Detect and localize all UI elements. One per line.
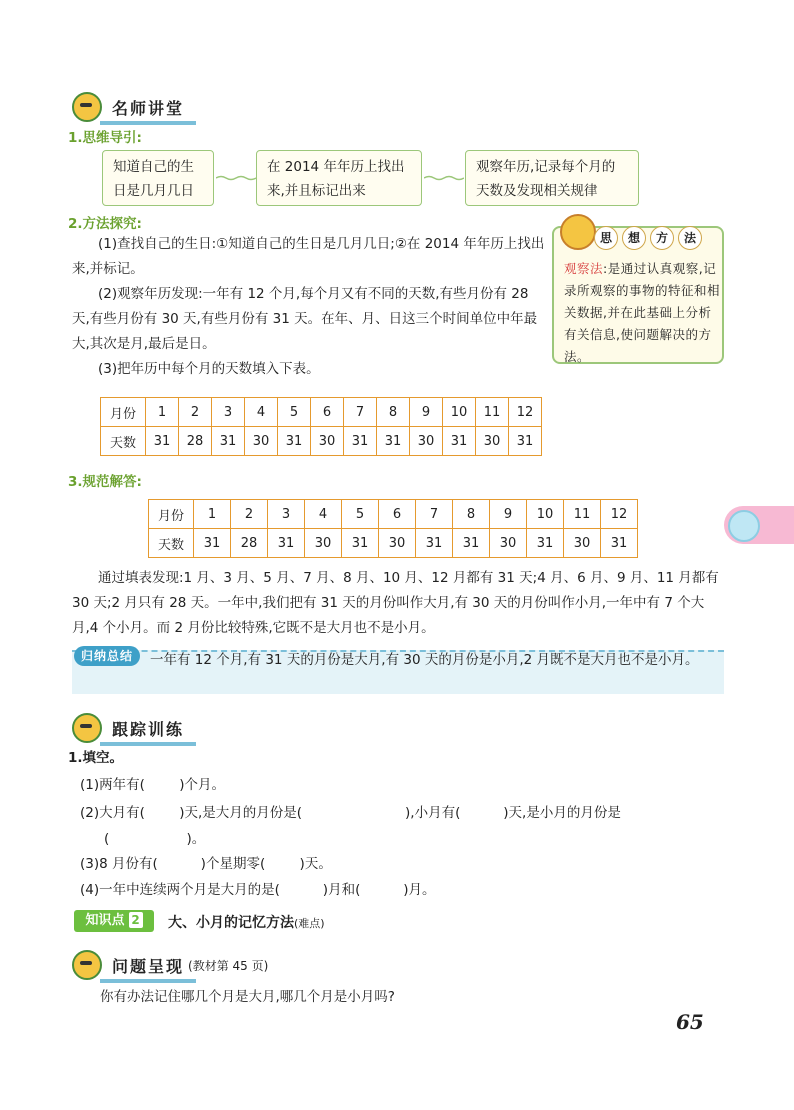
table-row bbox=[149, 529, 638, 558]
table-cell: 3 bbox=[268, 500, 305, 529]
table-cell: 8 bbox=[453, 500, 490, 529]
row-header: 天数 bbox=[149, 529, 194, 558]
mascot-icon bbox=[560, 214, 596, 250]
title-underline bbox=[100, 979, 196, 983]
table-cell: 31 bbox=[443, 427, 476, 456]
exercise-item-2: (2)大月有( )天,是大月的月份是( ),小月有( )天,是小月的月份是 bbox=[80, 805, 621, 821]
table-cell: 10 bbox=[443, 398, 476, 427]
standard-answer-label: 3.规范解答: bbox=[68, 474, 142, 490]
knowledge-point-title bbox=[168, 912, 325, 932]
table-cell: 31 bbox=[344, 427, 377, 456]
guide-box-2: 在 2014 年年历上找出来,并且标记出来 bbox=[256, 150, 422, 206]
table-cell: 31 bbox=[146, 427, 179, 456]
table-cell: 31 bbox=[509, 427, 542, 456]
table-cell: 31 bbox=[278, 427, 311, 456]
table-cell: 4 bbox=[245, 398, 278, 427]
table-cell: 30 bbox=[305, 529, 342, 558]
mascot-icon bbox=[72, 713, 102, 743]
method-step-1: (1)查找自己的生日:①知道自己的生日是几月几日;②在 2014 年年历上找出来,并标记。 bbox=[72, 236, 545, 277]
table-cell: 7 bbox=[416, 500, 453, 529]
wave-arrow-icon bbox=[216, 175, 256, 181]
table-cell: 30 bbox=[476, 427, 509, 456]
section-header-practice bbox=[72, 713, 188, 743]
section-header-teacher bbox=[72, 92, 188, 122]
table-cell: 31 bbox=[416, 529, 453, 558]
page-number: 65 bbox=[676, 1010, 704, 1034]
section-title: 名师讲堂 bbox=[112, 98, 185, 118]
table-cell: 1 bbox=[146, 398, 179, 427]
method-step-3: (3)把年历中每个月的天数填入下表。 bbox=[98, 361, 320, 377]
mascot-icon bbox=[72, 950, 102, 980]
exercise-item-3: (3)8 月份有( )个星期零( )天。 bbox=[80, 856, 332, 872]
kp-tag-text: 知识点 bbox=[85, 913, 125, 928]
table-cell: 31 bbox=[268, 529, 305, 558]
summary-tag: 归纳总结 bbox=[74, 646, 140, 666]
kp-title-text: 大、小月的记忆方法 bbox=[168, 915, 294, 931]
guide-box-3: 观察年历,记录每个月的天数及发现相关规律 bbox=[465, 150, 639, 206]
table-cell: 30 bbox=[410, 427, 443, 456]
table-cell: 3 bbox=[212, 398, 245, 427]
row-header: 月份 bbox=[101, 398, 146, 427]
exercise-item-4: (4)一年中连续两个月是大月的是( )月和( )月。 bbox=[80, 882, 436, 898]
table-cell: 11 bbox=[564, 500, 601, 529]
table-cell: 31 bbox=[453, 529, 490, 558]
exercise-item-1: (1)两年有( )个月。 bbox=[80, 777, 225, 793]
table-cell: 30 bbox=[564, 529, 601, 558]
month-days-table-1 bbox=[100, 397, 542, 456]
table-cell: 7 bbox=[344, 398, 377, 427]
dragon-mascot-icon bbox=[728, 510, 760, 542]
guide-box-1: 知道自己的生日是几月几日 bbox=[102, 150, 214, 206]
table-cell: 31 bbox=[342, 529, 379, 558]
mascot-icon bbox=[72, 92, 102, 122]
method-explore-label: 2.方法探究: bbox=[68, 216, 142, 232]
table-cell: 9 bbox=[410, 398, 443, 427]
table-cell: 2 bbox=[179, 398, 212, 427]
table-cell: 10 bbox=[527, 500, 564, 529]
table-cell: 30 bbox=[311, 427, 344, 456]
section-header-problem bbox=[72, 950, 268, 980]
section-title: 跟踪训练 bbox=[112, 719, 185, 739]
title-char: 想 bbox=[622, 226, 646, 250]
table-cell: 5 bbox=[278, 398, 311, 427]
method-step-2: (2)观察年历发现:一年有 12 个月,每个月又有不同的天数,有些月份有 28 天,有些月份有 30 天,有些月份有 31 天。在年、月、日这三个时间单位中年最大,其次是月,最后是日。 bbox=[72, 286, 538, 352]
kp-number: 2 bbox=[129, 912, 143, 928]
row-header: 天数 bbox=[101, 427, 146, 456]
answer-paragraph: 通过填表发现:1 月、3 月、5 月、7 月、8 月、10 月、12 月都有 31 天;4 月、6 月、9 月、11 月都有 30 天;2 月只有 28 天。一年中,我们把有 31 天的月份叫作大月,有 30 天的月份叫作小月,一年中有 7 个大月,4 个小月。而 2 月份比较特殊,它既不是大月也不是小月。 bbox=[72, 570, 719, 636]
table-cell: 28 bbox=[179, 427, 212, 456]
thinking-method-text bbox=[564, 258, 720, 368]
table-cell: 9 bbox=[490, 500, 527, 529]
exercise-item-2-cont: ( )。 bbox=[104, 831, 206, 847]
table-cell: 30 bbox=[490, 529, 527, 558]
table-cell: 12 bbox=[601, 500, 638, 529]
table-cell: 31 bbox=[527, 529, 564, 558]
table-cell: 31 bbox=[377, 427, 410, 456]
table-cell: 28 bbox=[231, 529, 268, 558]
table-cell: 5 bbox=[342, 500, 379, 529]
method-keyword: 观察法 bbox=[564, 261, 604, 276]
thinking-method-title bbox=[594, 226, 702, 250]
textbook-reference: (教材第 45 页) bbox=[188, 958, 269, 973]
fill-blank-label: 1.填空。 bbox=[68, 750, 124, 766]
table-cell: 31 bbox=[601, 529, 638, 558]
table-cell: 31 bbox=[194, 529, 231, 558]
table-cell: 2 bbox=[231, 500, 268, 529]
problem-question: 你有办法记住哪几个月是大月,哪几个月是小月吗? bbox=[100, 989, 395, 1005]
kp-note: (难点) bbox=[294, 917, 325, 930]
thinking-guide-label: 1.思维导引: bbox=[68, 130, 142, 146]
title-underline bbox=[100, 121, 196, 125]
knowledge-point-tag bbox=[74, 910, 154, 932]
table-cell: 11 bbox=[476, 398, 509, 427]
method-description: :是通过认真观察,记录所观察的事物的特征和相关数据,并在此基础上分析有关信息,使问题解决的方法。 bbox=[564, 261, 721, 364]
month-days-table-2 bbox=[148, 499, 638, 558]
table-cell: 6 bbox=[379, 500, 416, 529]
title-char: 法 bbox=[678, 226, 702, 250]
table-cell: 12 bbox=[509, 398, 542, 427]
table-cell: 1 bbox=[194, 500, 231, 529]
thinking-method-box bbox=[552, 226, 724, 364]
title-char: 思 bbox=[594, 226, 618, 250]
table-row bbox=[149, 500, 638, 529]
wave-arrow-icon bbox=[424, 175, 464, 181]
table-cell: 6 bbox=[311, 398, 344, 427]
table-cell: 30 bbox=[245, 427, 278, 456]
table-cell: 31 bbox=[212, 427, 245, 456]
summary-text: 一年有 12 个月,有 31 天的月份是大月,有 30 天的月份是小月,2 月既不是大月也不是小月。 bbox=[150, 652, 699, 668]
title-char: 方 bbox=[650, 226, 674, 250]
section-title: 问题呈现 bbox=[112, 956, 185, 976]
table-row bbox=[101, 398, 542, 427]
table-row bbox=[101, 427, 542, 456]
table-cell: 4 bbox=[305, 500, 342, 529]
table-cell: 30 bbox=[379, 529, 416, 558]
row-header: 月份 bbox=[149, 500, 194, 529]
table-cell: 8 bbox=[377, 398, 410, 427]
